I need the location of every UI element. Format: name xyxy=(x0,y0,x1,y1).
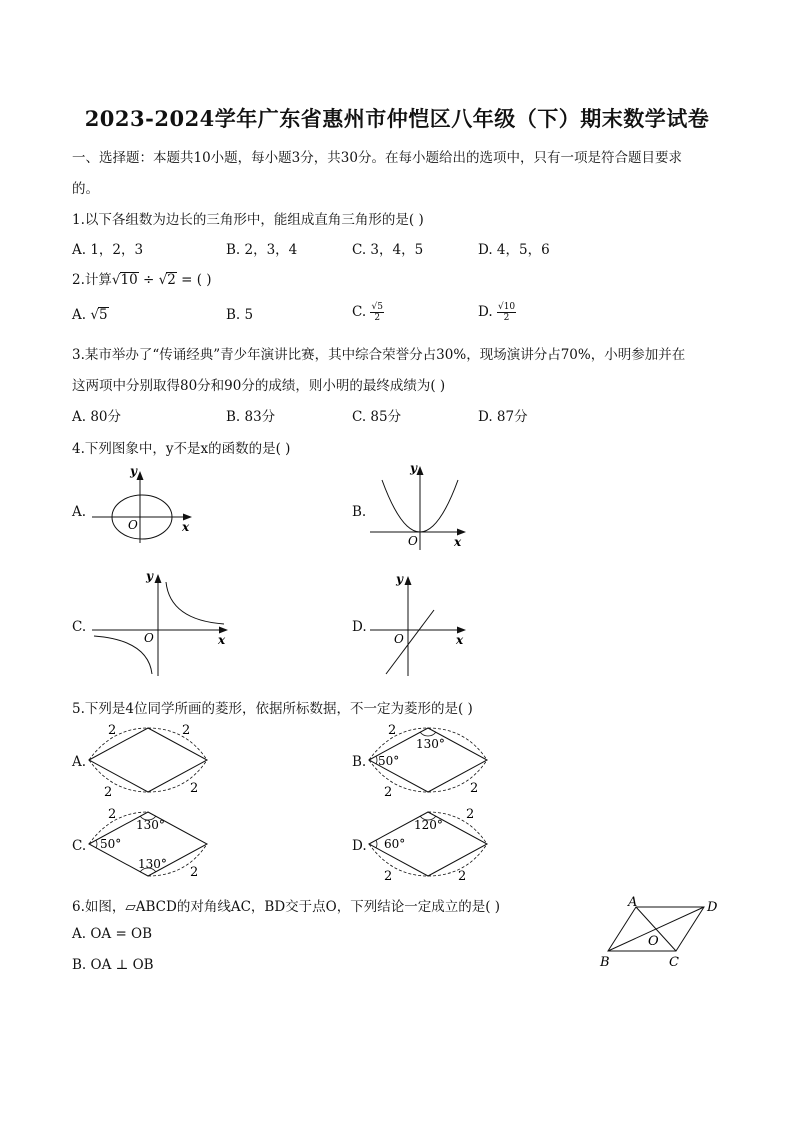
angle-label: 130° xyxy=(136,818,165,832)
page-title: 2023-2024学年广东省惠州市仲恺区八年级（下）期末数学试卷 xyxy=(84,106,710,131)
question-2-radicand-1: 10 xyxy=(120,272,138,288)
point-o-label: O xyxy=(648,934,659,949)
question-6-option-a[interactable]: A. OA = OB xyxy=(72,926,153,942)
numerator-value: 10 xyxy=(503,302,516,312)
side-label: 2 xyxy=(466,807,475,822)
option-label: C. xyxy=(352,304,367,320)
fraction-numerator: √10 xyxy=(497,302,516,312)
option-label: D. xyxy=(478,304,493,320)
question-4-option-c-label[interactable]: C. xyxy=(72,619,87,635)
origin-label: O xyxy=(408,534,418,548)
y-axis-label: y xyxy=(146,569,153,583)
fraction-denominator: 2 xyxy=(374,313,381,323)
question-3-option-d[interactable]: D. 87分 xyxy=(478,409,528,425)
question-4-option-a-label[interactable]: A. xyxy=(72,504,87,520)
y-axis-label: y xyxy=(410,461,417,475)
angle-label: 130° xyxy=(138,857,167,871)
question-5-option-b-label[interactable]: B. xyxy=(352,754,367,770)
divide-sign: ÷ xyxy=(142,272,155,288)
question-1-option-b[interactable]: B. 2，3，4 xyxy=(226,242,298,258)
question-3-option-c[interactable]: C. 85分 xyxy=(352,409,402,425)
section-instructions-line2: 的。 xyxy=(72,181,99,197)
question-2-prefix: 2.计算 xyxy=(72,272,112,288)
graph-hyperbola xyxy=(90,568,240,678)
angle-label: 120° xyxy=(414,818,443,832)
side-label: 2 xyxy=(458,869,467,884)
parallelogram-figure xyxy=(596,893,726,973)
question-2-suffix: = ( ) xyxy=(181,272,212,288)
question-3-stem-line2: 这两项中分别取得80分和90分的成绩，则小明的最终成绩为( ) xyxy=(72,378,446,394)
question-1-option-d[interactable]: D. 4，5，6 xyxy=(478,242,550,258)
question-4-option-d-label[interactable]: D. xyxy=(352,619,367,635)
point-b-label: B xyxy=(600,955,610,970)
side-label: 2 xyxy=(108,807,117,822)
y-axis-label: y xyxy=(396,572,403,586)
side-label: 2 xyxy=(190,781,199,796)
rhombus-a xyxy=(86,720,216,800)
question-2-option-d[interactable] xyxy=(478,302,516,323)
angle-label: 60° xyxy=(384,837,406,851)
side-label: 2 xyxy=(108,723,117,738)
question-3-option-b[interactable]: B. 83分 xyxy=(226,409,276,425)
side-label: 2 xyxy=(384,869,393,884)
graph-parabola xyxy=(368,462,478,554)
origin-label: O xyxy=(394,632,404,646)
graph-ellipse xyxy=(90,465,200,545)
angle-label: 50° xyxy=(378,754,400,768)
side-label: 2 xyxy=(384,785,393,800)
fraction xyxy=(497,302,516,323)
question-4-stem: 4.下列图象中，y不是x的函数的是( ) xyxy=(72,441,291,457)
section-instructions-line1: 一、选择题：本题共10小题，每小题3分，共30分。在每小题给出的选项中，只有一项是符合题目要求 xyxy=(72,150,682,166)
graph-line xyxy=(368,570,478,678)
x-axis-label: x xyxy=(218,633,226,647)
x-axis-label: x xyxy=(456,633,464,647)
angle-label: 50° xyxy=(100,837,122,851)
point-d-label: D xyxy=(707,900,718,915)
option-label: A. xyxy=(72,307,87,323)
question-2-option-c[interactable] xyxy=(352,302,384,323)
rhombus-d xyxy=(366,804,496,884)
point-c-label: C xyxy=(669,955,679,970)
origin-label: O xyxy=(128,518,138,532)
question-1-option-a[interactable]: A. 1，2，3 xyxy=(72,242,144,258)
side-label: 2 xyxy=(182,723,191,738)
question-2-radicand-2: 2 xyxy=(167,272,176,288)
sqrt-sign: √ xyxy=(111,272,121,288)
point-a-label: A xyxy=(628,895,638,910)
side-label: 2 xyxy=(470,781,479,796)
side-label: 2 xyxy=(104,785,113,800)
question-5-option-c-label[interactable]: C. xyxy=(72,838,87,854)
option-radicand: 5 xyxy=(98,307,108,323)
rhombus-b xyxy=(366,720,496,800)
x-axis-label: x xyxy=(454,535,462,549)
question-1-stem: 1.以下各组数为边长的三角形中，能组成直角三角形的是( ) xyxy=(72,212,424,228)
question-6-stem: 6.如图，▱ABCD的对角线AC，BD交于点O，下列结论一定成立的是( ) xyxy=(72,899,501,915)
question-3-stem-line1: 3.某市举办了“传诵经典”青少年演讲比赛，其中综合荣誉分占30%，现场演讲分占70%，小明参加并在 xyxy=(72,347,686,363)
side-label: 2 xyxy=(190,865,199,880)
question-3-option-a[interactable]: A. 80分 xyxy=(72,409,122,425)
question-5-stem: 5.下列是4位同学所画的菱形，依据所标数据，不一定为菱形的是( ) xyxy=(72,701,473,717)
question-2-option-a[interactable] xyxy=(72,307,109,323)
question-6-option-b[interactable]: B. OA ⊥ OB xyxy=(72,957,154,973)
question-5-option-d-label[interactable]: D. xyxy=(352,838,367,854)
question-1-option-c[interactable]: C. 3，4，5 xyxy=(352,242,424,258)
fraction-numerator: √5 xyxy=(371,302,383,312)
origin-label: O xyxy=(144,631,154,645)
side-label: 2 xyxy=(388,723,397,738)
fraction-denominator: 2 xyxy=(503,313,510,323)
question-4-option-b-label[interactable]: B. xyxy=(352,504,367,520)
angle-label: 130° xyxy=(416,737,445,751)
question-5-option-a-label[interactable]: A. xyxy=(72,754,87,770)
question-2-option-b[interactable]: B. 5 xyxy=(226,307,254,323)
question-2-stem xyxy=(72,268,212,288)
rhombus-c xyxy=(86,804,216,884)
sqrt-sign: √ xyxy=(90,307,99,323)
x-axis-label: x xyxy=(182,520,190,534)
y-axis-label: y xyxy=(130,464,137,478)
sqrt-sign: √ xyxy=(158,272,168,288)
numerator-value: 5 xyxy=(377,302,383,312)
fraction xyxy=(370,302,383,323)
